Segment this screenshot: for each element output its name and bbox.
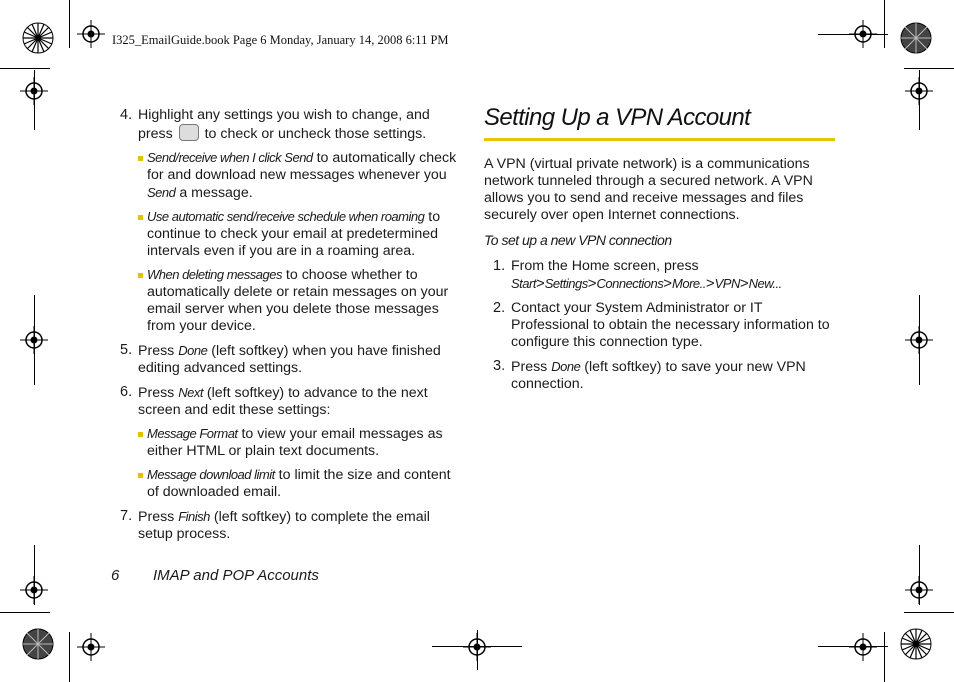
registration-target-icon [905,326,933,354]
ok-key-icon [179,124,199,141]
bullet-item: Send/receive when I click Send to automatically check for and download new messages whenever you Send a message. [138,149,460,202]
registration-target-icon [849,633,877,661]
vpn-step-2: 2. Contact your System Administrator or IT Professional to obtain the necessary information to configure this connection type. [493,300,830,350]
step-7: 7. Press Finish (left softkey) to complete the email setup process. [120,508,430,542]
crop-mark [904,68,954,69]
print-header: I325_EmailGuide.book Page 6 Monday, January 14, 2008 6:11 PM [112,33,449,47]
color-star-target-icon [22,22,54,54]
section-title: Setting Up a VPN Account [484,104,751,131]
color-star-target-icon [900,628,932,660]
crop-mark [0,68,50,69]
registration-target-icon [905,576,933,604]
bullet-item: Use automatic send/receive schedule when roaming to continue to check your email at predetermined intervals even if you are in a roaming area. [138,208,460,260]
intro-paragraph: A VPN (virtual private network) is a communications network tunneled through a secured network. A VPN allows you to send and receive messages and files securely over open Internet connections. [484,156,813,223]
bullet-item: When deleting messages to choose whether to automatically delete or retain messages on your email server when you delete those messages from your device. [138,266,460,335]
gray-star-target-icon [22,628,54,660]
running-footer: IMAP and POP Accounts [153,567,319,584]
page-number: 6 [111,567,120,584]
registration-target-icon [20,576,48,604]
gray-star-target-icon [900,22,932,54]
step-4: 4. Highlight any settings you wish to change, and press to check or uncheck those settings. Send/receive when I click Send to automatically check for and download new messages whenever you Send a message. Use automatic send/receive schedule when roaming to continue to check your email at predetermined intervals even if you are in a roaming area. When deleting messages to choose whether to automatically delete or retain messages on your email server when you delete those messages from your device. [120,107,460,335]
vpn-step-1: 1. From the Home screen, press Start>Settings>Connections>More..>VPN>New... [493,258,782,292]
bullet-item: Message download limit to limit the size and content of downloaded email. [138,466,460,501]
procedure-subhead: To set up a new VPN connection [484,232,672,248]
registration-target-icon [463,633,491,661]
registration-target-icon [849,20,877,48]
crop-mark [0,612,50,613]
bullet-item: Message Format to view your email messages as either HTML or plain text documents. [138,425,460,460]
step-5: 5. Press Done (left softkey) when you have finished editing advanced settings. [120,342,441,376]
crop-mark [884,0,885,48]
step-6: 6. Press Next (left softkey) to advance to the next screen and edit these settings: Message Format to view your email messages as either HTML or plain text documents. Message download limit to limit the size and content of downloaded email. [120,384,460,501]
vpn-step-3: 3. Press Done (left softkey) to save your new VPN connection. [493,358,806,392]
crop-mark [884,632,885,682]
registration-target-icon [20,77,48,105]
registration-target-icon [905,77,933,105]
registration-target-icon [77,20,105,48]
title-rule [484,138,835,141]
crop-mark [904,612,954,613]
right-column [484,156,834,400]
registration-target-icon [77,633,105,661]
left-column [120,107,460,550]
crop-mark [69,0,70,48]
crop-mark [69,632,70,682]
registration-target-icon [20,326,48,354]
